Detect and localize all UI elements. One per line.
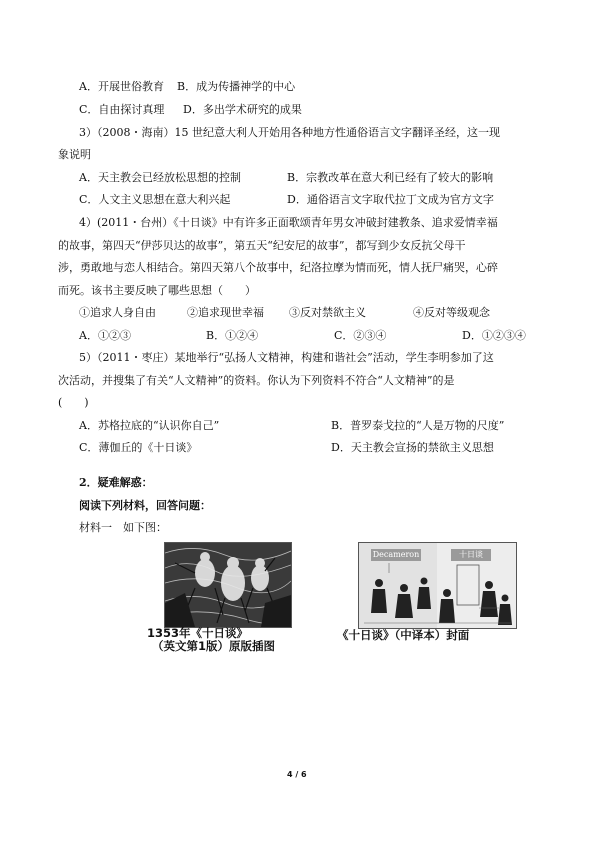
cover-chinese-title: 十日谈 xyxy=(459,550,483,559)
q3-option-c: C．人文主义思想在意大利兴起 xyxy=(79,193,231,206)
q5-option-a: A．苏格拉底的“认识你自己” xyxy=(79,419,220,432)
q4-option-a: A．①②③ xyxy=(79,329,131,342)
q4-stem-line2: 的故事，第四天“伊莎贝达的故事”，第五天“纪安尼的故事”，都写到少女反抗父母干 xyxy=(58,239,466,252)
section-title: 2．疑难解惑： xyxy=(79,476,153,489)
q5-option-c: C．薄伽丘的《十日谈》 xyxy=(79,441,198,454)
cover-caption: 《十日谈》（中译本）封面 xyxy=(337,628,470,642)
decameron-chinese-cover xyxy=(358,542,517,629)
q5-stem-line3: ( ) xyxy=(58,396,89,409)
decameron-1353-illustration xyxy=(164,542,292,628)
q2-option-c: C．自由探讨真理 xyxy=(79,103,165,116)
q4-option-b: B．①②④ xyxy=(206,329,259,342)
material-label: 材料一 如下图： xyxy=(79,521,167,534)
q4-option-d: D．①②③④ xyxy=(462,329,526,342)
illustration-caption-line2: （英文第1版）原版插图 xyxy=(152,639,276,653)
q5-stem-line2: 次活动，并搜集了有关“人文精神”的资料。你认为下列资料不符合“人文精神”的是 xyxy=(58,374,455,387)
q4-stem-line1: 4）(2011・台州）《十日谈》中有许多正面歌颂青年男女冲破封建教条、追求爱情幸福 xyxy=(79,216,498,229)
q2-option-b: B．成为传播神学的中心 xyxy=(177,80,296,93)
q2-option-a: A．开展世俗教育 xyxy=(79,80,164,93)
page-number: 4 / 6 xyxy=(287,770,307,779)
q4-statement-3: ③反对禁欲主义 xyxy=(289,306,366,319)
q4-option-c: C．②③④ xyxy=(334,329,387,342)
q2-option-d: D．多出学术研究的成果 xyxy=(183,103,302,116)
q4-statement-4: ④反对等级观念 xyxy=(413,306,490,319)
q5-stem-line1: 5）（2011・枣庄）某地举行“弘扬人文精神，构建和谐社会”活动，学生李明参加了这 xyxy=(79,351,494,364)
q5-option-b: B．普罗泰戈拉的“人是万物的尺度” xyxy=(331,419,505,432)
q4-statement-1: ①追求人身自由 xyxy=(79,306,156,319)
woodcut-figures-image xyxy=(165,543,291,627)
illustration-caption-line1: 1353年《十日谈》 xyxy=(147,626,249,640)
q3-stem-line2: 象说明 xyxy=(58,148,91,161)
q3-option-a: A．天主教会已经放松思想的控制 xyxy=(79,171,241,184)
cover-english-title: Decameron xyxy=(372,550,420,559)
q3-option-d: D．通俗语言文字取代拉丁文成为官方文字 xyxy=(287,193,494,206)
section-instruction: 阅读下列材料，回答问题： xyxy=(79,499,211,512)
q4-statement-2: ②追求现世幸福 xyxy=(187,306,264,319)
q3-option-b: B．宗教改革在意大利已经有了较大的影响 xyxy=(287,171,494,184)
q3-stem-line1: 3）（2008・海南）15 世纪意大利人开始用各种地方性通俗语言文字翻译圣经，这一现 xyxy=(79,126,500,139)
q4-stem-line4: 而死。该书主要反映了哪些思想（ ） xyxy=(58,284,256,297)
q4-stem-line3: 涉，勇敢地与恋人相结合。第四天第八个故事中，纪洛拉摩为情而死，情人抚尸痛哭，心碎 xyxy=(58,261,498,274)
q5-option-d: D．天主教会宣扬的禁欲主义思想 xyxy=(331,441,494,454)
